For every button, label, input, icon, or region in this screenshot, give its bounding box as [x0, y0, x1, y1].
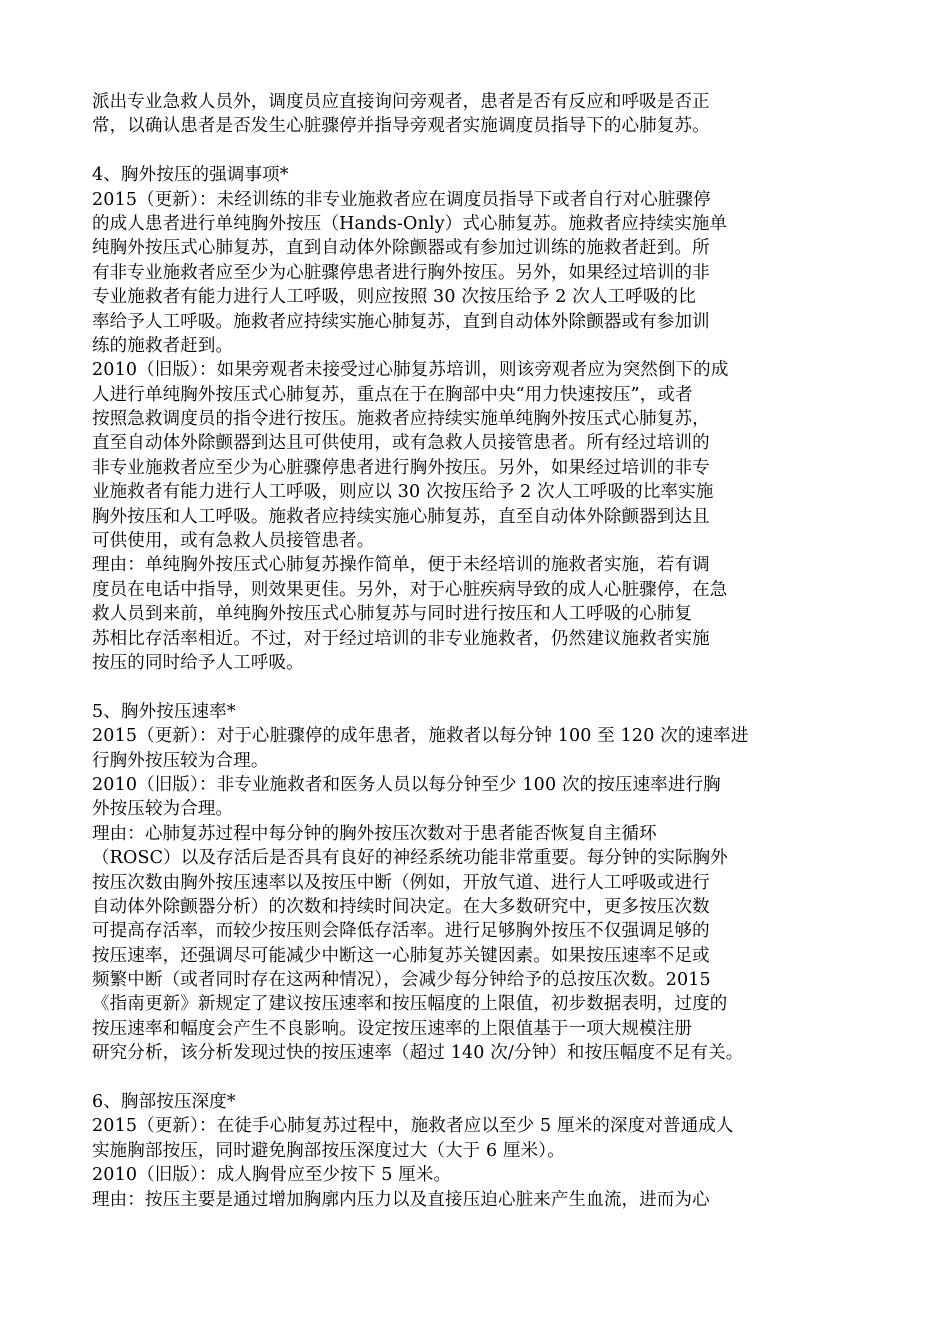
text-line: 非专业施救者应至少为心脏骤停患者进行胸外按压。另外，如果经过培训的非专 [92, 457, 710, 478]
text-line: 救人员到来前，单纯胸外按压式心肺复苏与同时进行按压和人工呼吸的心肺复 [92, 604, 693, 625]
text-line: 率给予人工呼吸。施救者应持续实施心肺复苏，直到自动体外除颤器或有参加训 [92, 311, 710, 332]
text-line: 自动体外除颤器分析）的次数和持续时间决定。在大多数研究中，更多按压次数 [92, 896, 710, 917]
text-line: 2010（旧版）：如果旁观者未接受过心肺复苏培训，则该旁观者应为突然倒下的成 [92, 360, 729, 381]
text-line: 2015（更新）：对于心脏骤停的成年患者，施救者以每分钟 100 至 120 次的速率进 [92, 726, 749, 747]
text-line: 理由：心肺复苏过程中每分钟的胸外按压次数对于患者能否恢复自主循环 [92, 823, 657, 844]
text-line: 直至自动体外除颤器到达且可供使用，或有急救人员接管患者。所有经过培训的 [92, 433, 710, 454]
blank-line [92, 139, 864, 163]
text-line: 理由：按压主要是通过增加胸廓内压力以及直接压迫心脏来产生血流，进而为心 [92, 1189, 710, 1210]
text-line: （ROSC）以及存活后是否具有良好的神经系统功能非常重要。每分钟的实际胸外 [92, 848, 728, 869]
text-line: 苏相比存活率相近。不过，对于经过培训的非专业施救者，仍然建议施救者实施 [92, 628, 710, 649]
blank-line [92, 675, 864, 699]
text-line: 行胸外按压较为合理。 [92, 750, 269, 771]
text-line: 按照急救调度员的指令进行按压。施救者应持续实施单纯胸外按压式心肺复苏， [92, 409, 710, 430]
text-line: 业施救者有能力进行人工呼吸，则应以 30 次按压给予 2 次人工呼吸的比率实施 [92, 482, 714, 503]
text-line: 按压次数由胸外按压速率以及按压中断（例如，开放气道、进行人工呼吸或进行 [92, 872, 710, 893]
blank-line [92, 1066, 864, 1090]
text-line: 按压速率和幅度会产生不良影响。设定按压速率的上限值基于一项大规模注册 [92, 1018, 693, 1039]
text-line: 频繁中断（或者同时存在这两种情况），会减少每分钟给予的总按压次数。2015 [92, 970, 711, 991]
text-line: 按压的同时给予人工呼吸。 [92, 652, 304, 673]
text-line: 外按压较为合理。 [92, 799, 234, 820]
text-line: 的成人患者进行单纯胸外按压（Hands-Only）式心肺复苏。施救者应持续实施单 [92, 213, 728, 234]
text-line: 常，以确认患者是否发生心脏骤停并指导旁观者实施调度员指导下的心肺复苏。 [92, 116, 710, 137]
text-line: 《指南更新》新规定了建议按压速率和按压幅度的上限值，初步数据表明，过度的 [92, 994, 728, 1015]
text-line: 有非专业施救者应至少为心脏骤停患者进行胸外按压。另外，如果经过培训的非 [92, 262, 710, 283]
text-line: 实施胸部按压，同时避免胸部按压深度过大（大于 6 厘米）。 [92, 1140, 565, 1161]
text-line: 研究分析，该分析发现过快的按压速率（超过 140 次/分钟）和按压幅度不足有关。 [92, 1043, 744, 1064]
text-line: 纯胸外按压式心肺复苏，直到自动体外除颤器或有参加过训练的施救者赶到。所 [92, 238, 710, 259]
text-line: 2010（旧版）：成人胸骨应至少按下 5 厘米。 [92, 1165, 452, 1186]
text-line: 派出专业急救人员外，调度员应直接询问旁观者，患者是否有反应和呼吸是否正 [92, 92, 710, 112]
section-heading: 4、胸外按压的强调事项* [92, 165, 289, 186]
text-line: 2015（更新）：在徒手心肺复苏过程中，施救者应以至少 5 厘米的深度对普通成人 [92, 1116, 734, 1137]
text-line: 度员在电话中指导，则效果更佳。另外，对于心脏疾病导致的成人心脏骤停，在急 [92, 579, 728, 600]
text-line: 按压速率，还强调尽可能减少中断这一心肺复苏关键因素。如果按压速率不足或 [92, 945, 710, 966]
text-line: 可提高存活率，而较少按压则会降低存活率。进行足够胸外按压不仅强调足够的 [92, 921, 710, 942]
text-line: 2010（旧版）：非专业施救者和医务人员以每分钟至少 100 次的按压速率进行胸 [92, 774, 721, 795]
text-line: 胸外按压和人工呼吸。施救者应持续实施心肺复苏，直至自动体外除颤器到达且 [92, 506, 710, 527]
text-line: 2015（更新）：未经训练的非专业施救者应在调度员指导下或者自行对心脏骤停 [92, 189, 711, 210]
text-line: 理由：单纯胸外按压式心肺复苏操作简单，便于未经培训的施救者实施，若有调 [92, 555, 710, 576]
document-body [92, 90, 864, 1212]
text-line: 可供使用，或有急救人员接管患者。 [92, 531, 375, 552]
section-heading: 5、胸外按压速率* [92, 701, 236, 722]
text-line: 专业施救者有能力进行人工呼吸，则应按照 30 次按压给予 2 次人工呼吸的比 [92, 287, 696, 308]
section-heading: 6、胸部按压深度* [92, 1092, 236, 1113]
text-line: 练的施救者赶到。 [92, 335, 234, 356]
text-line: 人进行单纯胸外按压式心肺复苏，重点在于在胸部中央“用力快速按压”，或者 [92, 384, 693, 405]
